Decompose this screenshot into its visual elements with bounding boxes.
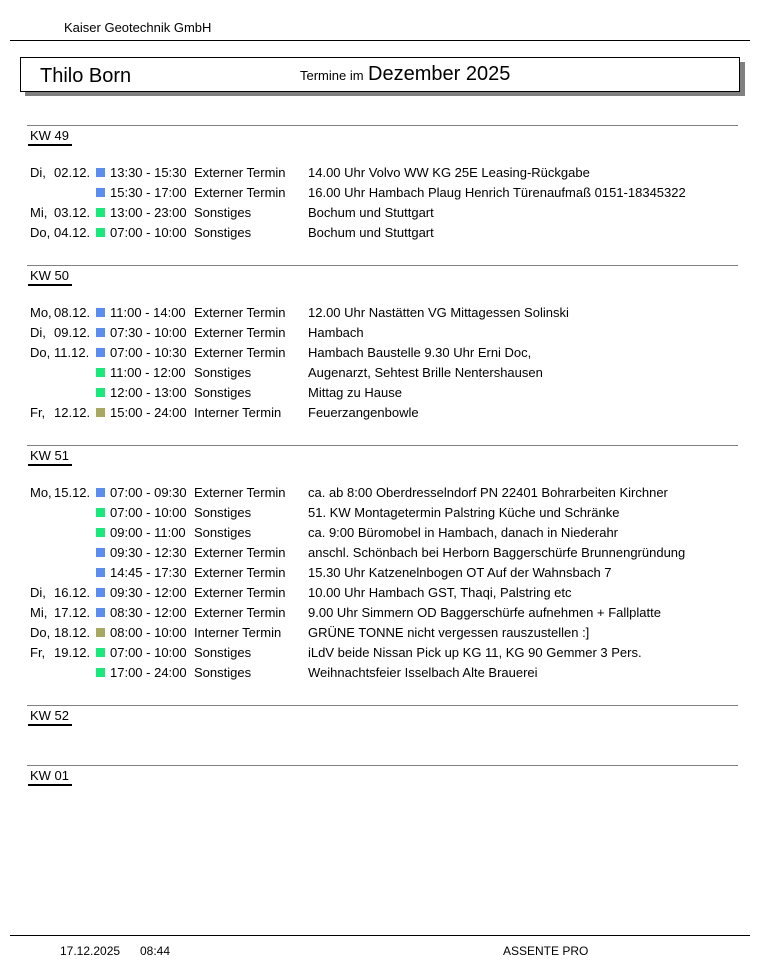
appointment-row[interactable] [0, 525, 780, 545]
appointment-row[interactable] [0, 645, 780, 665]
appointment-description: Weihnachtsfeier Isselbach Alte Brauerei [308, 665, 538, 680]
person-name: Thilo Born [40, 65, 132, 87]
appointment-description: 16.00 Uhr Hambach Plaug Henrich Türenaufmaß 0151-18345322 [308, 185, 686, 200]
time-range: 14:45 - 17:30 [110, 565, 187, 580]
appointment-type: Externer Termin [194, 545, 286, 560]
weekday: Do, [30, 345, 51, 360]
week-divider [27, 765, 738, 766]
weekday: Mo, [30, 305, 52, 320]
time-range: 07:00 - 09:30 [110, 485, 187, 500]
appointment-type: Sonstiges [194, 225, 252, 240]
appointment-type: Sonstiges [194, 645, 252, 660]
weekday: Mi, [30, 205, 48, 220]
appointment-description: Mittag zu Hause [308, 385, 402, 400]
appointment-type: Sonstiges [194, 205, 252, 220]
weekday: Do, [30, 225, 51, 240]
time-range: 07:00 - 10:00 [110, 645, 187, 660]
appointment-type: Externer Termin [194, 165, 286, 180]
date: 16.12. [54, 585, 91, 600]
date: 12.12. [54, 405, 91, 420]
category-color-icon [96, 168, 105, 177]
time-range: 13:30 - 15:30 [110, 165, 187, 180]
time-range: 08:30 - 12:00 [110, 605, 187, 620]
category-color-icon [96, 488, 105, 497]
appointment-description: Bochum und Stuttgart [308, 205, 434, 220]
week-section [0, 445, 780, 680]
category-color-icon [96, 208, 105, 217]
weekday: Mo, [30, 485, 52, 500]
appointment-description: iLdV beide Nissan Pick up KG 11, KG 90 Gemmer 3 Pers. [308, 645, 642, 660]
appointment-description: Hambach Baustelle 9.30 Uhr Erni Doc, [308, 345, 532, 360]
weekday: Mi, [30, 605, 48, 620]
time-range: 07:00 - 10:00 [110, 505, 187, 520]
time-range: 11:00 - 14:00 [110, 305, 186, 320]
appointment-type: Sonstiges [194, 525, 252, 540]
appointment-description: ca. ab 8:00 Oberdresselndorf PN 22401 Bohrarbeiten Kirchner [308, 485, 668, 500]
week-section [0, 765, 780, 783]
appointment-row[interactable] [0, 325, 780, 345]
appointment-description: 51. KW Montagetermin Palstring Küche und Schränke [308, 505, 620, 520]
date: 08.12. [54, 305, 91, 320]
appointment-row[interactable] [0, 505, 780, 525]
footer-divider [10, 935, 750, 936]
week-divider [27, 705, 738, 706]
category-color-icon [96, 568, 105, 577]
time-range: 09:00 - 11:00 [110, 525, 186, 540]
appointment-row[interactable] [0, 585, 780, 605]
category-color-icon [96, 668, 105, 677]
appointment-type: Interner Termin [194, 405, 282, 420]
category-color-icon [96, 648, 105, 657]
time-range: 08:00 - 10:00 [110, 625, 187, 640]
appointment-type: Externer Termin [194, 325, 286, 340]
category-color-icon [96, 528, 105, 537]
title-prefix: Termine im [300, 68, 364, 83]
category-color-icon [96, 188, 105, 197]
appointment-type: Externer Termin [194, 185, 286, 200]
weekday: Fr, [30, 645, 46, 660]
week-label-underline [28, 284, 72, 286]
weekday: Fr, [30, 405, 46, 420]
appointment-row[interactable] [0, 345, 780, 365]
appointment-type: Externer Termin [194, 305, 286, 320]
category-color-icon [96, 408, 105, 417]
week-divider [27, 445, 738, 446]
appointment-row[interactable] [0, 225, 780, 245]
report-title [300, 63, 510, 86]
category-color-icon [96, 548, 105, 557]
weekday: Di, [30, 165, 46, 180]
title-month: Dezember 2025 [368, 63, 511, 85]
weekday: Di, [30, 325, 46, 340]
date: 03.12. [54, 205, 91, 220]
time-range: 15:00 - 24:00 [110, 405, 187, 420]
weekday: Di, [30, 585, 46, 600]
category-color-icon [96, 308, 105, 317]
header-divider [10, 40, 750, 41]
company-name: Kaiser Geotechnik GmbH [64, 20, 212, 35]
appointment-type: Sonstiges [194, 365, 252, 380]
week-section [0, 125, 780, 240]
appointment-row[interactable] [0, 165, 780, 185]
app-name: ASSENTE PRO [503, 944, 589, 958]
week-label-underline [28, 464, 72, 466]
week-label: KW 52 [30, 708, 70, 723]
time-range: 11:00 - 12:00 [110, 365, 186, 380]
date: 18.12. [54, 625, 91, 640]
appointment-description: 14.00 Uhr Volvo WW KG 25E Leasing-Rückgabe [308, 165, 590, 180]
category-color-icon [96, 368, 105, 377]
date: 02.12. [54, 165, 91, 180]
print-time: 08:44 [140, 944, 171, 958]
appointment-row[interactable] [0, 565, 780, 585]
time-range: 07:00 - 10:00 [110, 225, 187, 240]
appointment-description: ca. 9:00 Büromobel in Hambach, danach in Niederahr [308, 525, 619, 540]
appointment-type: Sonstiges [194, 385, 252, 400]
appointment-type: Externer Termin [194, 485, 286, 500]
date: 04.12. [54, 225, 91, 240]
category-color-icon [96, 588, 105, 597]
time-range: 07:00 - 10:30 [110, 345, 187, 360]
category-color-icon [96, 508, 105, 517]
week-divider [27, 265, 738, 266]
category-color-icon [96, 608, 105, 617]
time-range: 09:30 - 12:00 [110, 585, 187, 600]
appointment-row[interactable] [0, 185, 780, 205]
appointment-type: Externer Termin [194, 345, 286, 360]
appointment-type: Externer Termin [194, 605, 286, 620]
date: 17.12. [54, 605, 91, 620]
appointment-description: 10.00 Uhr Hambach GST, Thaqi, Palstring etc [308, 585, 572, 600]
appointment-type: Sonstiges [194, 505, 252, 520]
week-label-underline [28, 144, 72, 146]
week-label: KW 49 [30, 128, 70, 143]
appointment-row[interactable] [0, 605, 780, 625]
appointment-type: Externer Termin [194, 585, 286, 600]
appointment-description: 15.30 Uhr Katzenelnbogen OT Auf der Wahnsbach 7 [308, 565, 612, 580]
category-color-icon [96, 348, 105, 357]
appointment-row[interactable] [0, 385, 780, 405]
category-color-icon [96, 328, 105, 337]
appointment-row[interactable] [0, 365, 780, 385]
appointment-type: Sonstiges [194, 665, 252, 680]
appointment-row[interactable] [0, 305, 780, 325]
appointment-description: 12.00 Uhr Nastätten VG Mittagessen Solinski [308, 305, 569, 320]
date: 19.12. [54, 645, 91, 660]
week-section [0, 705, 780, 723]
time-range: 07:30 - 10:00 [110, 325, 187, 340]
appointment-type: Interner Termin [194, 625, 282, 640]
time-range: 15:30 - 17:00 [110, 185, 187, 200]
date: 11.12. [54, 345, 90, 360]
appointment-type: Externer Termin [194, 565, 286, 580]
week-section [0, 265, 780, 420]
date: 09.12. [54, 325, 91, 340]
week-divider [27, 125, 738, 126]
week-label: KW 01 [30, 768, 70, 783]
appointment-description: 9.00 Uhr Simmern OD Baggerschürfe aufnehmen + Fallplatte [308, 605, 661, 620]
category-color-icon [96, 628, 105, 637]
appointment-description: Hambach [308, 325, 364, 340]
print-date: 17.12.2025 [60, 944, 121, 958]
appointment-row[interactable] [0, 485, 780, 505]
appointment-description: Bochum und Stuttgart [308, 225, 434, 240]
time-range: 17:00 - 24:00 [110, 665, 187, 680]
appointment-description: GRÜNE TONNE nicht vergessen rauszustellen :] [308, 625, 590, 640]
category-color-icon [96, 388, 105, 397]
weekday: Do, [30, 625, 51, 640]
appointment-description: Feuerzangenbowle [308, 405, 419, 420]
week-label-underline [28, 784, 72, 786]
appointment-description: anschl. Schönbach bei Herborn Baggerschürfe Brunnengründung [308, 545, 686, 560]
appointment-row[interactable] [0, 205, 780, 225]
title-box [20, 57, 740, 92]
appointment-description: Augenarzt, Sehtest Brille Nentershausen [308, 365, 543, 380]
week-label-underline [28, 724, 72, 726]
category-color-icon [96, 228, 105, 237]
week-label: KW 50 [30, 268, 70, 283]
time-range: 13:00 - 23:00 [110, 205, 187, 220]
appointment-row[interactable] [0, 625, 780, 645]
time-range: 12:00 - 13:00 [110, 385, 187, 400]
appointment-row[interactable] [0, 545, 780, 565]
appointment-row[interactable] [0, 405, 780, 425]
time-range: 09:30 - 12:30 [110, 545, 187, 560]
date: 15.12. [54, 485, 91, 500]
week-label: KW 51 [30, 448, 70, 463]
appointment-row[interactable] [0, 665, 780, 685]
